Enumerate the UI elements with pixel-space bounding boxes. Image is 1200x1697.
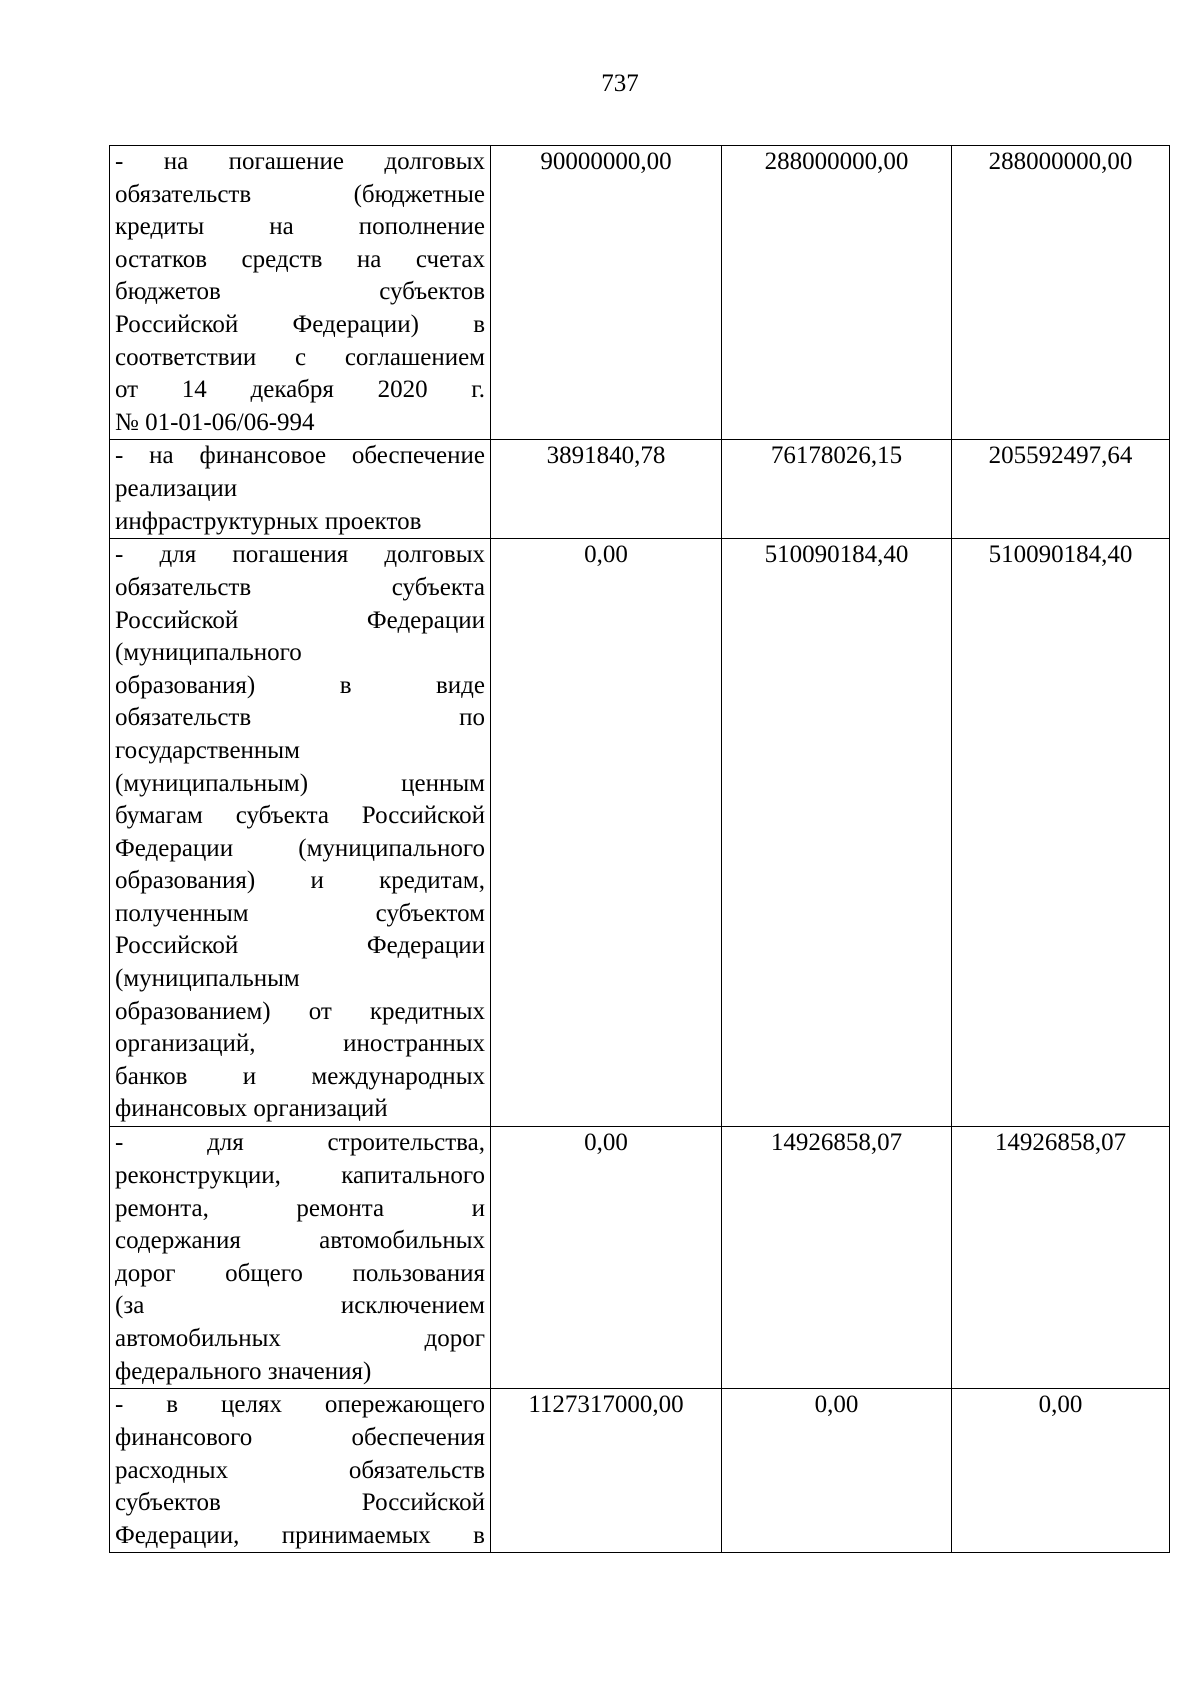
description-line: реализации [115,474,238,502]
description-line: Российской Федерации) в [115,310,485,338]
description-line: финансового обеспечения [115,1423,485,1451]
description-line: Российской Федерации [115,606,485,634]
description-line: соответствии с соглашением [115,343,485,371]
table-row [110,440,1170,539]
description-line: кредиты на пополнение [115,213,485,241]
description-line: федерального значения) [115,1357,372,1385]
description-line: Федерации (муниципального [115,834,485,862]
description-line: обязательств по [115,704,485,732]
description-line: (муниципального [115,639,302,667]
description-line: бумагам субъекта Российской [115,802,485,830]
description-line: Российской Федерации [115,932,485,960]
description-line: автомобильных дорог [115,1324,485,1352]
description-line: остатков средств на счетах [115,245,485,273]
value-cell: 1127317000,00 [491,1389,722,1553]
value-cell: 3891840,78 [491,440,722,539]
value-cell: 288000000,00 [722,146,952,440]
description-line: - на погашение долговых [115,148,485,175]
value-cell: 510090184,40 [952,539,1170,1127]
table-row [110,539,1170,1127]
row-description [110,539,491,1127]
description-line: - на финансовое обеспечение [115,442,485,470]
description-line: субъектов Российской [115,1489,485,1517]
value-cell: 205592497,64 [952,440,1170,539]
row-description [110,146,491,440]
value-cell: 510090184,40 [722,539,952,1127]
row-description [110,1127,491,1389]
description-line: организаций, иностранных [115,1030,485,1058]
description-line: (муниципальным) ценным [115,769,485,797]
budget-table [109,145,1170,1553]
description-line: Федерации, принимаемых в [115,1521,485,1549]
value-cell: 90000000,00 [491,146,722,440]
description-line: финансовых организаций [115,1095,388,1123]
description-line: (за исключением [115,1292,485,1320]
description-line: полученным субъектом [115,899,485,927]
description-line: бюджетов субъектов [115,278,485,306]
table-row [110,146,1170,440]
description-line: реконструкции, капитального [115,1161,485,1189]
value-cell: 288000000,00 [952,146,1170,440]
description-line: инфраструктурных проектов [115,507,422,535]
description-line: обязательств (бюджетные [115,180,485,208]
description-line: дорог общего пользования [115,1259,485,1287]
value-cell: 76178026,15 [722,440,952,539]
description-line: ремонта, ремонта и [115,1194,485,1222]
description-line: обязательств субъекта [115,573,485,601]
value-cell: 14926858,07 [952,1127,1170,1389]
value-cell: 0,00 [722,1389,952,1553]
description-line: образования) в виде [115,671,485,699]
value-cell: 14926858,07 [722,1127,952,1389]
description-line: содержания автомобильных [115,1227,485,1255]
description-line: банков и международных [115,1062,485,1090]
description-line: государственным [115,736,300,764]
value-cell: 0,00 [491,1127,722,1389]
row-description [110,1389,491,1553]
description-line: расходных обязательств [115,1456,485,1484]
description-line: № 01-01-06/06-994 [115,408,315,436]
description-line: (муниципальным [115,965,300,993]
table-row [110,1127,1170,1389]
description-line: образованием) от кредитных [115,997,485,1025]
description-line: от 14 декабря 2020 г. [115,376,485,404]
value-cell: 0,00 [491,539,722,1127]
description-line: - для погашения долговых [115,541,485,569]
value-cell: 0,00 [952,1389,1170,1553]
table-row [110,1389,1170,1553]
row-description [110,440,491,539]
page-number: 737 [601,70,639,97]
description-line: образования) и кредитам, [115,867,485,895]
description-line: - для строительства, [115,1129,485,1157]
description-line: - в целях опережающего [115,1391,485,1419]
